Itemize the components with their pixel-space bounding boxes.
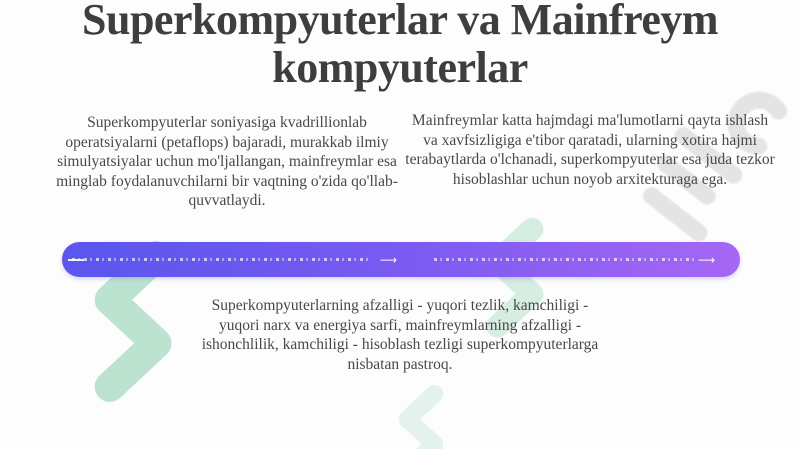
page-title-text: Superkompyuterlar va Mainfreym kompyuterlar [82,0,718,93]
page-title [0,0,800,93]
mainframe-description-text: Mainfreymlar katta hajmdagi ma'lumotlarni qayta ishlash va xavfsizligiga e'tibor qaratadi, ularning xotira hajmi terabaytlarda o'lchanadi, superkompyuterlar esa juda tezkor hisoblashlar uchun noyob arxitekturaga ega. [405,112,775,188]
watermark-s-icon [368,382,468,449]
arrow-right-icon: ⟶ [380,252,398,267]
timeline-dashes-right [434,258,694,261]
arrow-right-icon: ⟶ [698,252,716,267]
timeline-bar [62,242,740,277]
timeline-dashes-left [72,258,372,261]
comparison-summary-text: Superkompyuterlarning afzalligi - yuqori tezlik, kamchiligi - yuqori narx va energiya sarfi, mainfreymlarning afzalligi - ishonchlilik, kamchiligi - hisoblash tezligi superkompyuterlarga nisbatan pastroq. [201,297,599,373]
supercomputer-description-text: Superkompyuterlar soniyasiga kvadrillionlab operatsiyalarni (petaflops) bajaradi, murakkab ilmiy simulyatsiyalar uchun mo'ljallangan, mainfreymlar esa minglab foydalanuvchilarni bir vaqtning o'zida qo'llab-quvvatlaydi. [56,114,398,209]
